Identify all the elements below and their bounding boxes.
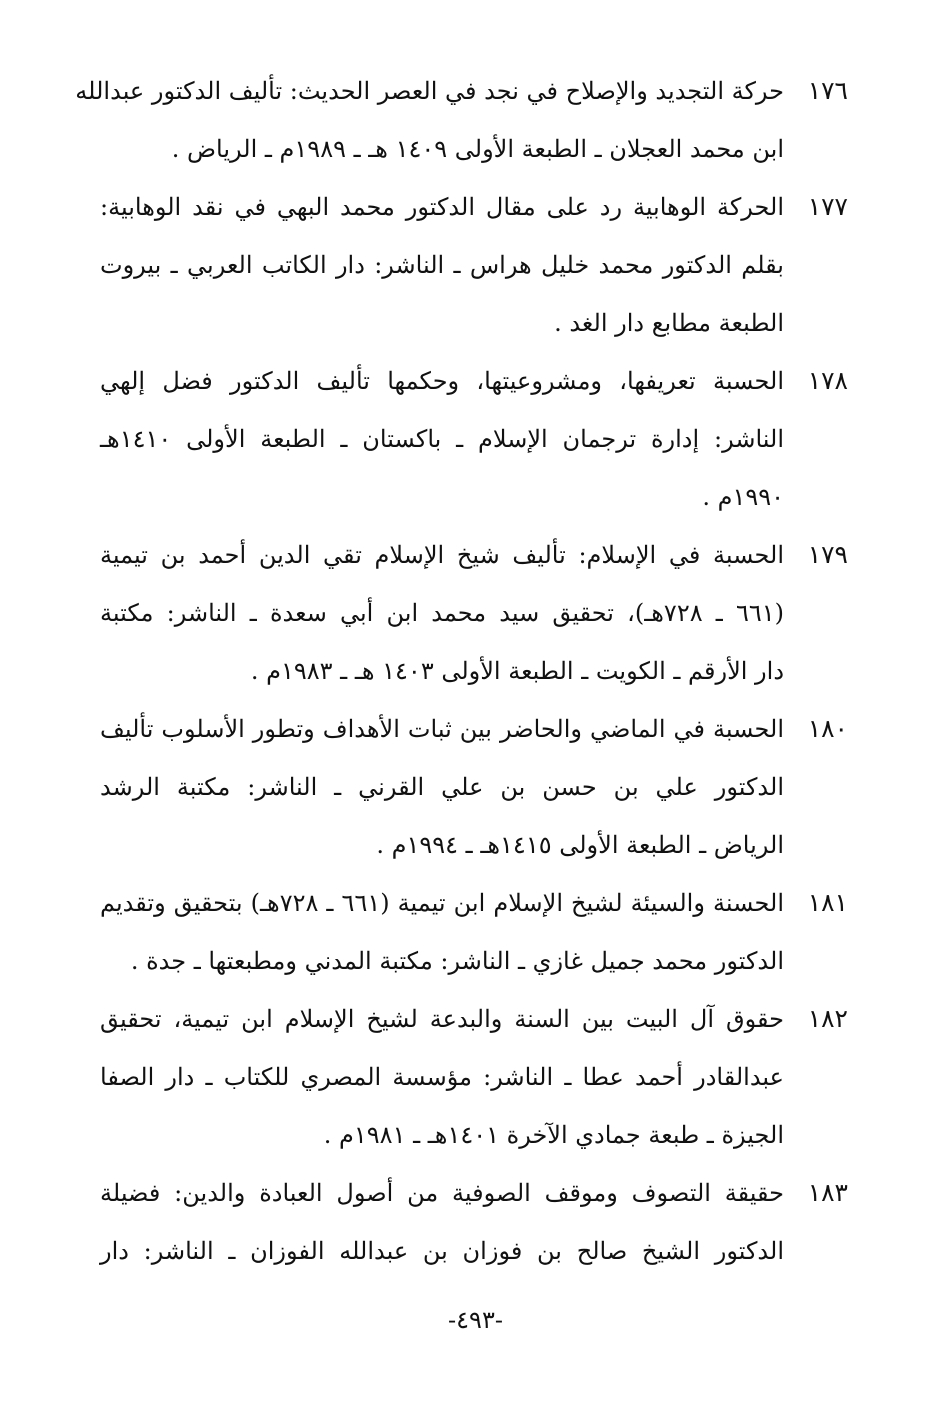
entry-number: ١٧٨ bbox=[807, 366, 848, 395]
entry-number: ١٨٣ bbox=[807, 1178, 848, 1207]
entry-text-line: حقيقة التصوف وموقف الصوفية من أصول العبادة والدين: فضيلة bbox=[100, 1179, 784, 1207]
entry-number: ١٨١ bbox=[807, 888, 848, 917]
entry-text-line: الحسبة في الماضي والحاضر بين ثبات الأهداف وتطور الأسلوب تأليف bbox=[100, 715, 784, 743]
entry-text-line: الجيزة ـ طبعة جمادي الآخرة ١٤٠١هـ ـ ١٩٨١م . bbox=[323, 1121, 784, 1149]
entry-text-line: دار الأرقم ـ الكويت ـ الطبعة الأولى ١٤٠٣ هـ ـ ١٩٨٣م . bbox=[250, 657, 784, 685]
entry-text-line: ١٩٩٠م . bbox=[702, 483, 784, 511]
bibliography-entry-180 bbox=[100, 700, 848, 874]
entry-text-line: (٦٦١ ـ ٧٢٨هـ)، تحقيق سيد محمد ابن أبي سعدة ـ الناشر: مكتبة bbox=[100, 599, 785, 627]
entry-text-line: حقوق آل البيت بين السنة والبدعة لشيخ الإسلام ابن تيمية، تحقيق bbox=[100, 1005, 784, 1033]
entry-text-line: الرياض ـ الطبعة الأولى ١٤١٥هـ ـ ١٩٩٤م . bbox=[376, 831, 784, 859]
bibliography-entry-178 bbox=[100, 352, 848, 526]
entry-text-line: حركة التجديد والإصلاح في نجد في العصر الحديث: تأليف الدكتور عبدالله bbox=[75, 77, 784, 105]
entry-text-line: الحسبة في الإسلام: تأليف شيخ الإسلام تقي الدين أحمد بن تيمية bbox=[100, 541, 784, 569]
entry-text-line: الحسنة والسيئة لشيخ الإسلام ابن تيمية (٦٦١ ـ ٧٢٨هـ) بتحقيق وتقديم bbox=[100, 889, 784, 917]
bibliography-entry-183 bbox=[100, 1164, 848, 1280]
entry-text-line: الناشر: إدارة ترجمان الإسلام ـ باكستان ـ الطبعة الأولى ١٤١٠هـ bbox=[100, 425, 784, 453]
entry-text-line: ابن محمد العجلان ـ الطبعة الأولى ١٤٠٩ هـ ـ ١٩٨٩م ـ الرياض . bbox=[171, 135, 784, 163]
bibliography-entry-179 bbox=[100, 526, 848, 700]
entry-text-line: الحسبة تعريفها، ومشروعيتها، وحكمها تأليف الدكتور فضل إلهي bbox=[100, 367, 784, 395]
entry-number: ١٧٩ bbox=[807, 540, 848, 569]
bibliography-list bbox=[75, 62, 848, 1280]
bibliography-entry-176 bbox=[75, 62, 848, 178]
entry-number: ١٨٢ bbox=[807, 1004, 848, 1033]
entry-text-line: الدكتور الشيخ صالح بن فوزان بن عبدالله الفوزان ـ الناشر: دار bbox=[100, 1237, 784, 1265]
entry-text-line: الحركة الوهابية رد على مقال الدكتور محمد البهي في نقد الوهابية: bbox=[100, 193, 784, 221]
entry-text-line: الدكتور علي بن حسن بن علي القرني ـ الناشر: مكتبة الرشد bbox=[100, 773, 784, 801]
page-number: -٤٩٣- bbox=[448, 1306, 503, 1334]
entry-text-line: عبدالقادر أحمد عطا ـ الناشر: مؤسسة المصري للكتاب ـ دار الصفا bbox=[100, 1063, 784, 1091]
entry-number: ١٧٦ bbox=[807, 76, 848, 105]
entry-text-line: الطبعة مطابع دار الغد . bbox=[554, 309, 784, 337]
bibliography-entry-181 bbox=[100, 874, 848, 990]
entry-number: ١٧٧ bbox=[807, 192, 848, 221]
bibliography-entry-177 bbox=[100, 178, 848, 352]
entry-number: ١٨٠ bbox=[807, 714, 848, 743]
entry-text-line: بقلم الدكتور محمد خليل هراس ـ الناشر: دار الكاتب العربي ـ بيروت bbox=[100, 251, 784, 279]
entry-text-line: الدكتور محمد جميل غازي ـ الناشر: مكتبة المدني ومطبعتها ـ جدة . bbox=[130, 947, 784, 975]
bibliography-entry-182 bbox=[100, 990, 848, 1164]
